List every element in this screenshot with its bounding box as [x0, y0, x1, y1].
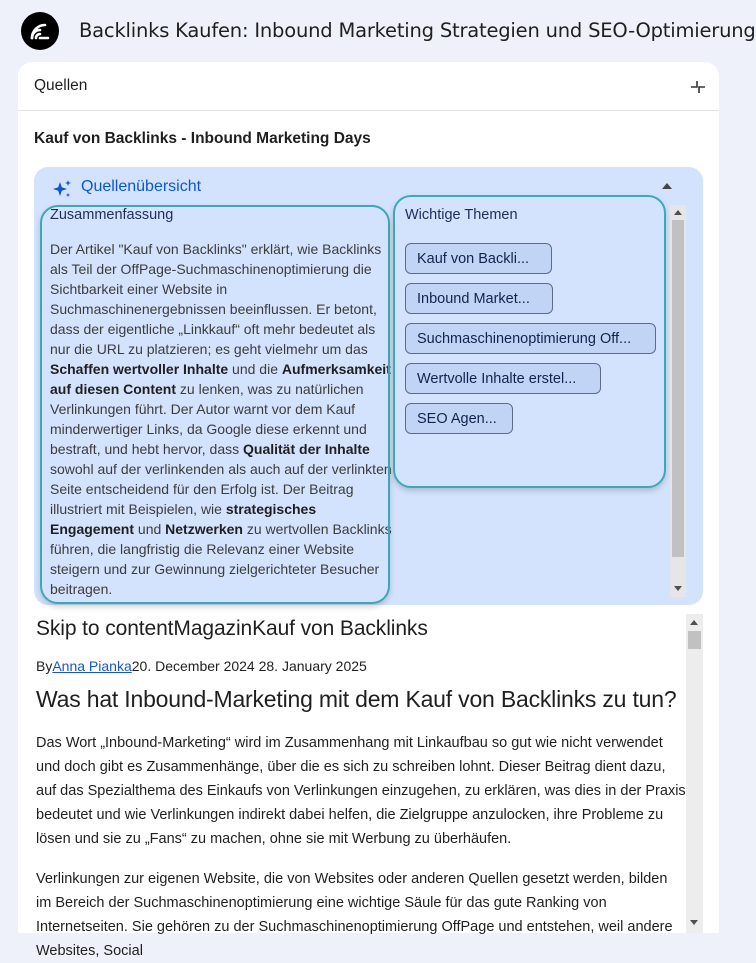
- summary-text-part: zu lenken, was zu natürlichen Verlinkungen führt. Der Autor warnt vor dem Kauf minderwertiger Links, da Google diese erkennt und bestraft, und hebt hervor, dass: [50, 381, 367, 457]
- scroll-down-arrow-icon[interactable]: [690, 920, 698, 925]
- scrollbar-thumb[interactable]: [672, 220, 684, 557]
- source-title: Kauf von Backlinks - Inbound Marketing Days: [34, 130, 371, 147]
- theme-chip[interactable]: SEO Agen...: [405, 403, 513, 434]
- notebook-title[interactable]: Backlinks Kaufen: Inbound Marketing Strategien und SEO-Optimierung: [79, 19, 756, 42]
- article-paragraph: Das Wort „Inbound-Marketing“ wird im Zusammenhang mit Linkaufbau so gut wie nicht verwendet und doch gibt es Zusammenhänge, über die es sich zu schreiben lohnt. Dieser Beitrag dient dazu, auf das Spezialthema des Einkaufs von Verlinkungen einzugehen, zu erklären, was dies in der Praxis bedeutet und wie Verlinkungen indirekt dabei helfen, die Zielgruppe anzulocken, ihre Probleme zu lösen und sie zu „Fans“ zu machen, ohne sie mit Werbung zu überhäufen.: [36, 735, 686, 847]
- scroll-down-arrow-icon[interactable]: [674, 586, 682, 591]
- summary-bold-part: Netzwerken: [165, 521, 243, 537]
- article-heading: Was hat Inbound-Marketing mit dem Kauf von Backlinks zu tun?: [36, 686, 677, 712]
- summary-bold-part: Aufmerksamkeit auf diesen Content: [50, 361, 391, 397]
- collapse-caret-icon[interactable]: [662, 183, 672, 189]
- themes-section: [405, 207, 665, 427]
- theme-chip[interactable]: Kauf von Backli...: [405, 243, 552, 274]
- summary-text-part: und: [134, 521, 166, 537]
- article-paragraph: Verlinkungen zur eigenen Website, die von Websites oder anderen Quellen gesetzt werden, bilden im Bereich der Suchmaschinenoptimierung eine wichtige Säule für das gute Ranking von Internetseiten. Sie gehören zu der Suchmaschinenoptimierung OffPage und entstehen, weil andere Websites, Social: [36, 871, 673, 959]
- skip-link-line[interactable]: Skip to contentMagazinKauf von Backlinks: [36, 617, 428, 640]
- summary-section: [50, 207, 392, 599]
- scrollbar-thumb[interactable]: [688, 631, 701, 649]
- article-dates: 20. December 2024 28. January 2025: [131, 658, 367, 674]
- summary-bold-part: Schaffen wertvoller Inhalte: [50, 361, 229, 377]
- theme-chip[interactable]: Inbound Market...: [405, 283, 553, 314]
- signal-waves-icon[interactable]: [21, 12, 59, 50]
- theme-chip[interactable]: Wertvolle Inhalte erstel...: [405, 363, 601, 394]
- scroll-up-arrow-icon[interactable]: [690, 620, 698, 625]
- overview-scrollbar[interactable]: [670, 205, 686, 597]
- sparkle-icon: [51, 179, 73, 201]
- summary-text-part: Der Artikel "Kauf von Backlinks" erklärt, wie Backlinks als Teil der OffPage-Suchmaschinenoptimierung die Sichtbarkeit einer Website in Suchmaschinenergebnissen beeinflussen. Er betont, dass der eigentliche „Linkkauf“ oft mehr bedeutet als nur die URL zu platzieren; es geht vielmehr um das: [50, 241, 382, 357]
- summary-heading: Zusammenfassung: [50, 207, 174, 223]
- summary-text-part: sowohl auf der verlinkenden als auch auf der verlinkten Seite entscheidend für den Erfolg ist. Der Beitrag illustriert mit Beispielen, wie: [50, 461, 392, 517]
- byline-prefix: By: [36, 658, 53, 674]
- sources-panel-label: Quellen: [34, 77, 88, 94]
- author-link[interactable]: Anna Pianka: [52, 658, 132, 674]
- sources-panel: [18, 62, 719, 959]
- summary-text-part: und die: [228, 361, 282, 377]
- overview-title: Quellenübersicht: [81, 178, 202, 195]
- summary-bold-part: Qualität der Inhalte: [243, 441, 370, 457]
- summary-text: [50, 239, 392, 599]
- content-scrollbar[interactable]: [686, 614, 703, 933]
- themes-heading: Wichtige Themen: [405, 207, 518, 223]
- summary-text-part: zu wertvollen Backlinks führen, die langfristig die Relevanz einer Website steigern und zur Gewinnung zielgerichteter Besucher beitragen.: [50, 521, 392, 597]
- source-overview-card: [34, 167, 703, 605]
- summary-bold-part: strategisches Engagement: [50, 501, 317, 537]
- collapse-arrows-icon[interactable]: [689, 78, 707, 96]
- scroll-up-arrow-icon[interactable]: [674, 210, 682, 215]
- article-meta: [36, 658, 367, 674]
- app-header: [0, 0, 756, 62]
- theme-chip[interactable]: Suchmaschinenoptimierung Off...: [405, 323, 656, 354]
- sources-panel-header: [18, 62, 719, 111]
